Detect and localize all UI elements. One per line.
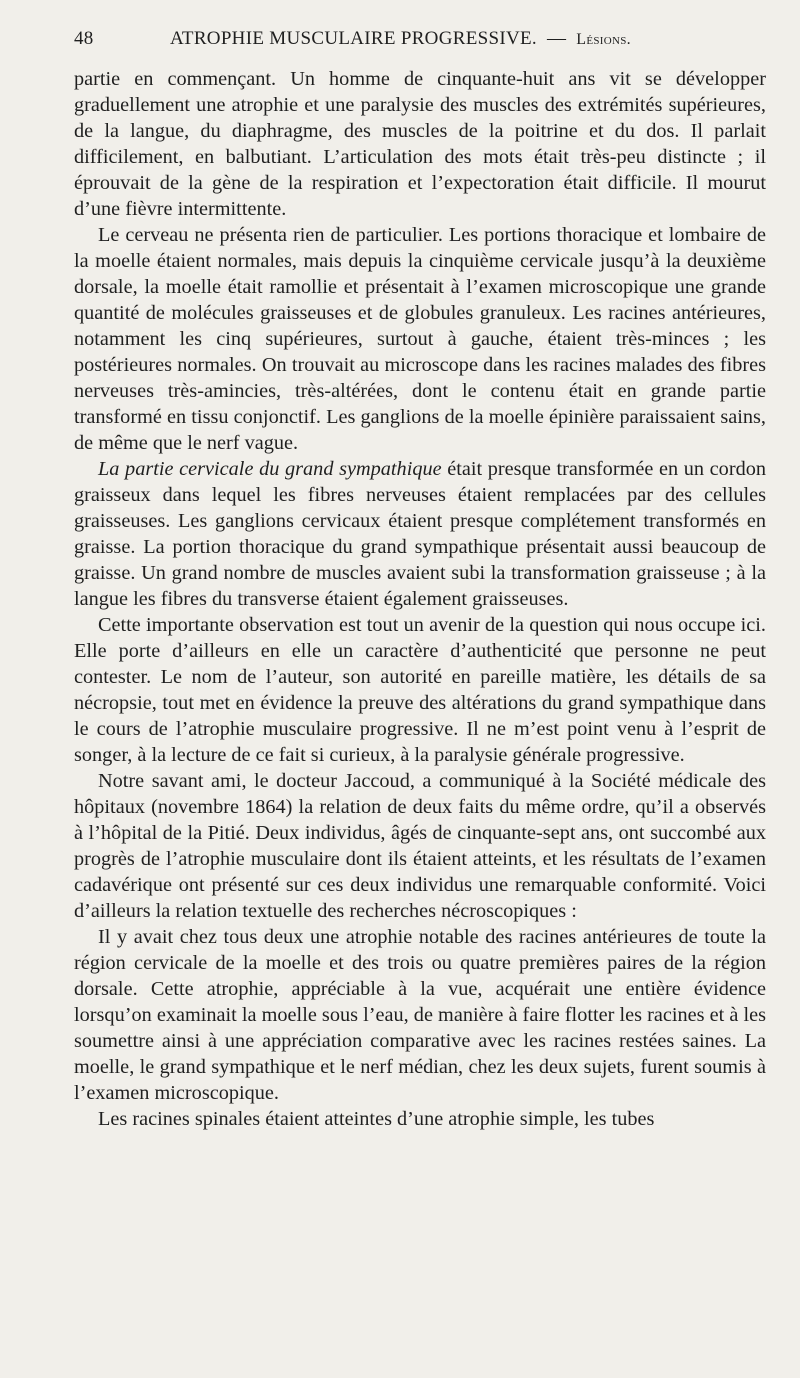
running-header [74, 28, 766, 62]
paragraph-text: Le cerveau ne présenta rien de particulier. Les portions thoracique et lombaire de la moelle étaient normales, mais depuis la cinquième cervicale jusqu’à la deuxième dorsale, la moelle était ramollie et présentait à l’examen microscopique une grande quantité de molécules graisseuses et de globules granuleux. Les racines antérieures, notamment les cinq supérieures, surtout à gauche, étaient très-minces ; les postérieures normales. On trouvait au microscope dans les racines malades des fibres nerveuses très-amincies, très-altérées, dont le contenu était en grande partie transformé en tissu conjonctif. Les ganglions de la moelle épinière paraissaient sains, de même que le nerf vague. [74, 224, 766, 454]
running-section: Lésions. [576, 31, 631, 48]
paragraph [74, 66, 766, 222]
paragraph [74, 612, 766, 768]
paragraph [74, 924, 766, 1106]
page-number: 48 [74, 28, 94, 49]
running-title: ATROPHIE MUSCULAIRE PROGRESSIVE. [170, 28, 537, 49]
running-separator: — [546, 28, 567, 49]
paragraph [74, 768, 766, 924]
paragraph-text: partie en commençant. Un homme de cinquante-huit ans vit se développer graduellement une atrophie et une paralysie des muscles des extrémités supérieures, de la langue, du diaphragme, des muscles de la poitrine et du dos. Il parlait difficilement, en balbutiant. L’articulation des mots était très-peu distincte ; il éprouvait de la gène de la respiration et l’expectoration était difficile. Il mourut d’une fièvre intermittente. [74, 68, 766, 220]
paragraph-text: Notre savant ami, le docteur Jaccoud, a communiqué à la Société médicale des hôpitaux (novembre 1864) la relation de deux faits du même ordre, qu’il a observés à l’hôpital de la Pitié. Deux individus, âgés de cinquante-sept ans, ont succombé aux progrès de l’atrophie musculaire dont ils étaient atteints, et les résultats de l’examen cadavérique ont présenté sur ces deux individus une remarquable conformité. Voici d’ailleurs la relation textuelle des recherches nécroscopiques : [74, 770, 766, 922]
paragraph-text: était presque transformée en un cordon graisseux dans lequel les fibres nerveuses étaient remplacées par des cellules graisseuses. Les ganglions cervicaux étaient presque complétement transformés en graisse. La portion thoracique du grand sympathique présentait aussi beaucoup de graisse. Un grand nombre de muscles avaient subi la transformation graisseuse ; à la langue les fibres du transverse étaient également graisseuses. [74, 458, 766, 610]
paragraph [74, 1106, 766, 1132]
italic-phrase: La partie cervicale du grand sympathique [98, 458, 442, 480]
paragraph-text: Les racines spinales étaient atteintes d’une atrophie simple, les tubes [98, 1108, 655, 1130]
paragraph-text: Cette importante observation est tout un avenir de la question qui nous occupe ici. Elle porte d’ailleurs en elle un caractère d’authenticité que personne ne peut contester. Le nom de l’auteur, son autorité en pareille matière, les détails de sa nécropsie, tout met en évidence la preuve des altérations du grand sympathique dans le cours de l’atrophie musculaire progressive. Il ne m’est point venu à l’esprit de songer, à la lecture de ce fait si curieux, à la paralysie générale progressive. [74, 614, 766, 766]
body-text [74, 66, 766, 1132]
paragraph-text: Il y avait chez tous deux une atrophie notable des racines antérieures de toute la région cervicale de la moelle et des trois ou quatre premières paires de la région dorsale. Cette atrophie, appréciable à la vue, acquérait une entière évidence lorsqu’on examinait la moelle sous l’eau, de manière à faire flotter les racines et à les soumettre ainsi à une appréciation comparative avec les racines restées saines. La moelle, le grand sympathique et le nerf médian, chez les deux sujets, furent soumis à l’examen microscopique. [74, 926, 766, 1104]
paragraph [74, 456, 766, 612]
paragraph [74, 222, 766, 456]
